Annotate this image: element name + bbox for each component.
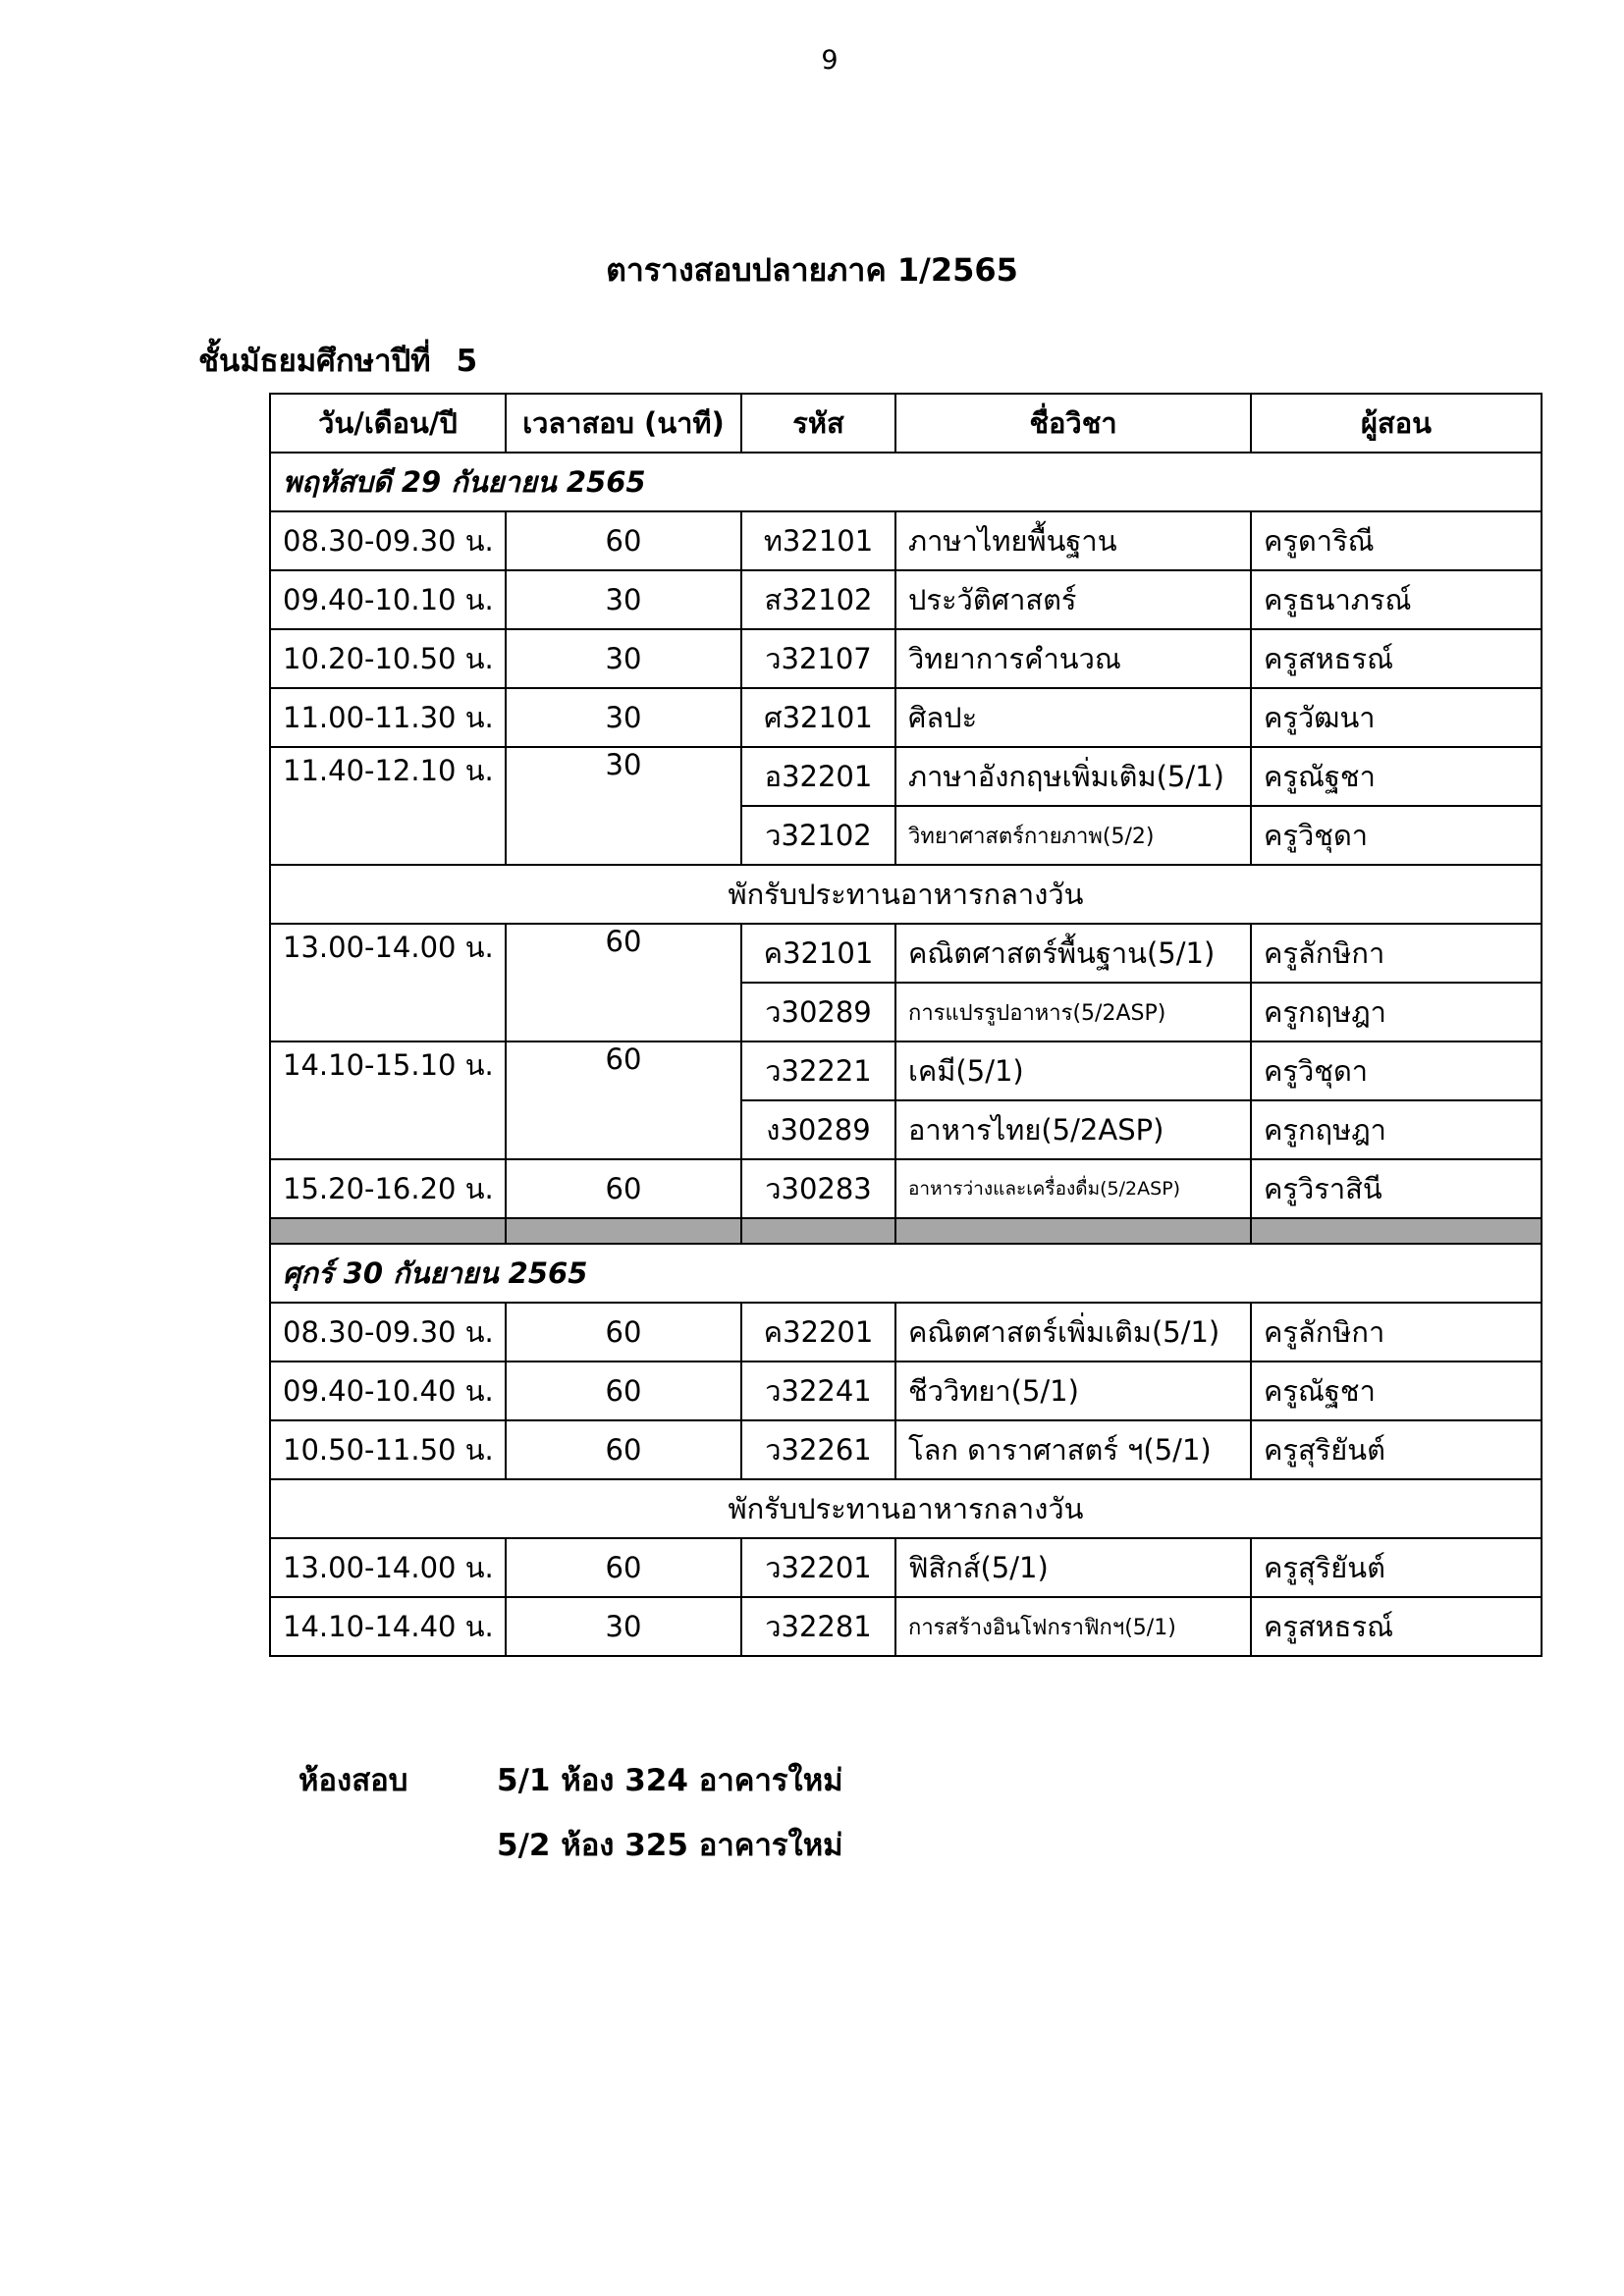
cell-subject: ภาษาไทยพื้นฐาน: [895, 511, 1251, 570]
lunch-break-row: [270, 865, 1542, 924]
cell-code: ว30289: [741, 983, 895, 1041]
page-number: 9: [821, 45, 839, 76]
cell-code: ว32201: [741, 1538, 895, 1597]
table-row: [270, 1303, 1542, 1362]
cell-code: ส32102: [741, 570, 895, 629]
cell-time: 11.00-11.30 น.: [270, 688, 506, 747]
table-row: [270, 1538, 1542, 1597]
header-code: รหัส: [741, 394, 895, 453]
cell-time: 08.30-09.30 น.: [270, 511, 506, 570]
cell-code: ว32102: [741, 806, 895, 865]
cell-time: 13.00-14.00 น.: [270, 924, 506, 1041]
cell-teacher: ครูสุริยันต์: [1251, 1420, 1542, 1479]
cell-time: 09.40-10.10 น.: [270, 570, 506, 629]
cell-subject: โลก ดาราศาสตร์ ฯ(5/1): [895, 1420, 1251, 1479]
cell-teacher: ครูวัฒนา: [1251, 688, 1542, 747]
cell-duration: 60: [506, 1159, 741, 1218]
cell-subject: เคมี(5/1): [895, 1041, 1251, 1100]
table-row: [270, 629, 1542, 688]
cell-subject: คณิตศาสตร์พื้นฐาน(5/1): [895, 924, 1251, 983]
header-teacher: ผู้สอน: [1251, 394, 1542, 453]
room-line: 5/2 ห้อง 325 อาคารใหม่: [497, 1828, 843, 1863]
cell-subject: อาหารไทย(5/2ASP): [895, 1100, 1251, 1159]
cell-code: ว30283: [741, 1159, 895, 1218]
cell-time: 09.40-10.40 น.: [270, 1362, 506, 1420]
cell-subject: คณิตศาสตร์เพิ่มเติม(5/1): [895, 1303, 1251, 1362]
room-line: 5/1 ห้อง 324 อาคารใหม่: [497, 1763, 843, 1798]
cell-time: 13.00-14.00 น.: [270, 1538, 506, 1597]
table-row: [270, 1159, 1542, 1218]
exam-rooms: [298, 1747, 843, 1877]
cell-duration: 60: [506, 1538, 741, 1597]
cell-subject: ภาษาอังกฤษเพิ่มเติม(5/1): [895, 747, 1251, 806]
cell-code: ว32221: [741, 1041, 895, 1100]
cell-teacher: ครูดาริณี: [1251, 511, 1542, 570]
cell-duration: 60: [506, 1041, 741, 1159]
cell-teacher: ครูลักษิกา: [1251, 924, 1542, 983]
separator-cell: [270, 1218, 506, 1244]
cell-subject: อาหารว่างและเครื่องดื่ม(5/2ASP): [895, 1159, 1251, 1218]
cell-subject: วิทยาศาสตร์กายภาพ(5/2): [895, 806, 1251, 865]
cell-duration: 30: [506, 570, 741, 629]
table-row: [270, 511, 1542, 570]
cell-teacher: ครูลักษิกา: [1251, 1303, 1542, 1362]
document-title: ตารางสอบปลายภาค 1/2565: [606, 251, 1018, 289]
table-row: [270, 924, 1542, 983]
cell-teacher: ครูณัฐชา: [1251, 1362, 1542, 1420]
cell-duration: 30: [506, 747, 741, 865]
cell-subject: ฟิสิกส์(5/1): [895, 1538, 1251, 1597]
cell-subject: ศิลปะ: [895, 688, 1251, 747]
cell-time: 14.10-15.10 น.: [270, 1041, 506, 1159]
exam-schedule-table: [269, 393, 1543, 1657]
cell-code: ท32101: [741, 511, 895, 570]
cell-teacher: ครูกฤษฎา: [1251, 983, 1542, 1041]
cell-teacher: ครูวิราสินี: [1251, 1159, 1542, 1218]
table-row: [270, 1041, 1542, 1100]
cell-duration: 60: [506, 1303, 741, 1362]
cell-time: 14.10-14.40 น.: [270, 1597, 506, 1656]
cell-code: ค32201: [741, 1303, 895, 1362]
table-row: [270, 1362, 1542, 1420]
lunch-break-label: พักรับประทานอาหารกลางวัน: [270, 1479, 1542, 1538]
table-header-row: [270, 394, 1542, 453]
cell-code: ว32281: [741, 1597, 895, 1656]
separator-cell: [741, 1218, 895, 1244]
cell-code: ง30289: [741, 1100, 895, 1159]
room-row: [298, 1812, 843, 1877]
grade-text: ชั้นมัธยมศึกษาปีที่: [198, 344, 431, 379]
cell-duration: 30: [506, 629, 741, 688]
cell-teacher: ครูสหธรณ์: [1251, 629, 1542, 688]
table-row: [270, 688, 1542, 747]
cell-teacher: ครูสุริยันต์: [1251, 1538, 1542, 1597]
table-row: [270, 1597, 1542, 1656]
cell-teacher: ครูสหธรณ์: [1251, 1597, 1542, 1656]
cell-subject: ประวัติศาสตร์: [895, 570, 1251, 629]
room-row: [298, 1747, 843, 1812]
grade-label: [198, 336, 477, 385]
cell-duration: 60: [506, 511, 741, 570]
cell-code: ว32107: [741, 629, 895, 688]
cell-code: อ32201: [741, 747, 895, 806]
lunch-break-label: พักรับประทานอาหารกลางวัน: [270, 865, 1542, 924]
cell-teacher: ครูณัฐชา: [1251, 747, 1542, 806]
cell-duration: 30: [506, 688, 741, 747]
cell-duration: 60: [506, 1420, 741, 1479]
cell-time: 08.30-09.30 น.: [270, 1303, 506, 1362]
cell-subject: การสร้างอินโฟกราฟิกฯ(5/1): [895, 1597, 1251, 1656]
day1-label: พฤหัสบดี 29 กันยายน 2565: [270, 453, 1542, 511]
grade-number: 5: [456, 344, 478, 379]
cell-time: 10.20-10.50 น.: [270, 629, 506, 688]
cell-teacher: ครูวิชุดา: [1251, 806, 1542, 865]
cell-teacher: ครูกฤษฎา: [1251, 1100, 1542, 1159]
lunch-break-row: [270, 1479, 1542, 1538]
separator-cell: [1251, 1218, 1542, 1244]
cell-teacher: ครูวิชุดา: [1251, 1041, 1542, 1100]
cell-code: ค32101: [741, 924, 895, 983]
cell-duration: 60: [506, 1362, 741, 1420]
cell-code: ว32241: [741, 1362, 895, 1420]
cell-subject: วิทยาการคำนวณ: [895, 629, 1251, 688]
day2-label: ศุกร์ 30 กันยายน 2565: [270, 1244, 1542, 1303]
cell-time: 11.40-12.10 น.: [270, 747, 506, 865]
rooms-label: ห้องสอบ: [298, 1763, 408, 1798]
table-row: [270, 747, 1542, 806]
cell-code: ว32261: [741, 1420, 895, 1479]
cell-duration: 30: [506, 1597, 741, 1656]
cell-subject: ชีววิทยา(5/1): [895, 1362, 1251, 1420]
table-row: [270, 1420, 1542, 1479]
day-row: [270, 453, 1542, 511]
day-separator-row: [270, 1218, 1542, 1244]
separator-cell: [895, 1218, 1251, 1244]
cell-code: ศ32101: [741, 688, 895, 747]
cell-time: 10.50-11.50 น.: [270, 1420, 506, 1479]
table-row: [270, 570, 1542, 629]
day-row: [270, 1244, 1542, 1303]
cell-subject: การแปรรูปอาหาร(5/2ASP): [895, 983, 1251, 1041]
header-date: วัน/เดือน/ปี: [270, 394, 506, 453]
header-subject: ชื่อวิชา: [895, 394, 1251, 453]
cell-time: 15.20-16.20 น.: [270, 1159, 506, 1218]
cell-duration: 60: [506, 924, 741, 1041]
cell-teacher: ครูธนาภรณ์: [1251, 570, 1542, 629]
header-duration: เวลาสอบ (นาที): [506, 394, 741, 453]
separator-cell: [506, 1218, 741, 1244]
